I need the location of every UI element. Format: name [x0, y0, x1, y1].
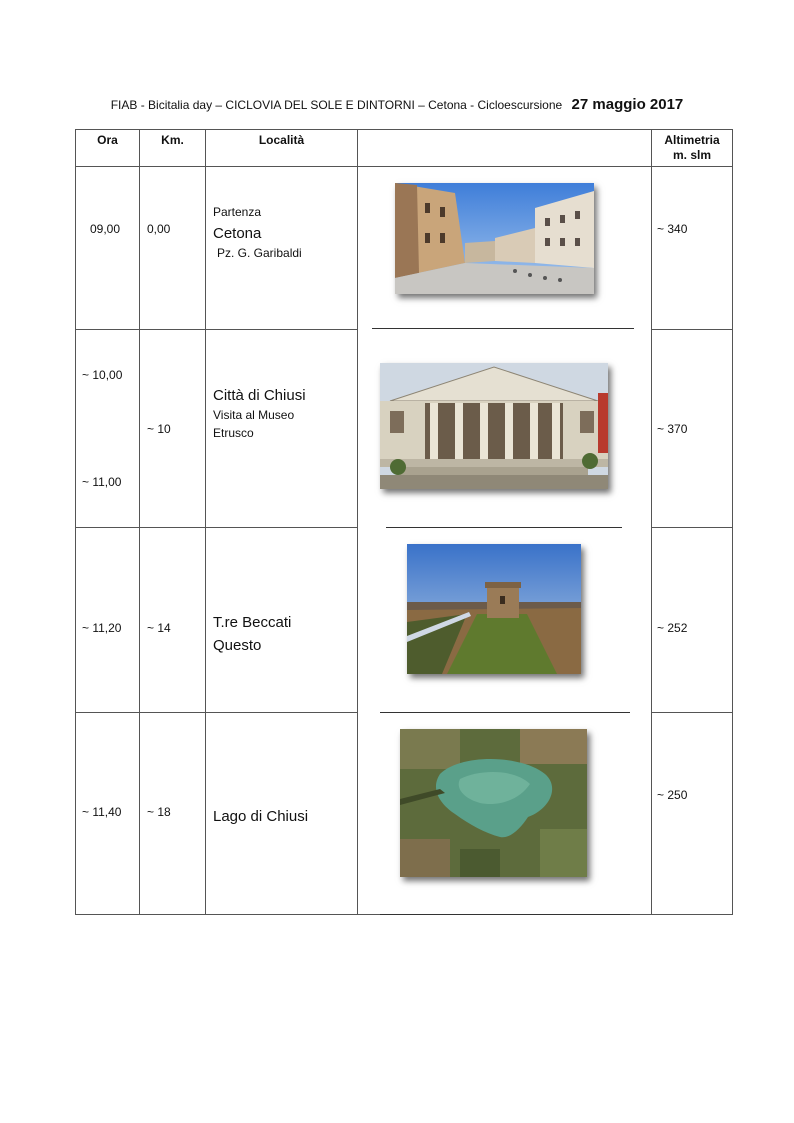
row3-alt: ~ 252	[657, 621, 688, 635]
row-divider	[75, 712, 358, 713]
image-separator	[380, 712, 630, 713]
title-text: FIAB - Bicitalia day – CICLOVIA DEL SOLE E DINTORNI – Cetona - Cicloescursione	[110, 98, 563, 112]
photo-cetona-piazza	[395, 183, 594, 294]
row2-sub2: Etrusco	[213, 426, 254, 440]
row2-place: Città di Chiusi	[213, 387, 306, 404]
image-separator	[372, 328, 634, 329]
row-divider	[651, 329, 733, 330]
column-divider	[75, 129, 76, 915]
row2-ora-start: ~ 10,00	[82, 368, 123, 382]
image-separator	[380, 914, 630, 915]
column-divider	[205, 129, 206, 915]
row4-ora: ~ 11,40	[82, 805, 122, 819]
column-divider	[139, 129, 140, 915]
row1-ora: 09,00	[90, 222, 121, 236]
row2-ora-end: ~ 11,00	[82, 475, 122, 489]
header-divider	[75, 166, 733, 167]
row2-sub1: Visita al Museo	[213, 408, 295, 422]
row-divider	[651, 527, 733, 528]
row4-alt: ~ 250	[657, 788, 688, 802]
row2-alt: ~ 370	[657, 422, 688, 436]
column-divider	[357, 129, 358, 915]
column-divider	[651, 129, 652, 915]
title-date: 27 maggio 2017	[571, 96, 684, 113]
row1-pre: Partenza	[213, 205, 262, 219]
row3-place-line1: T.re Beccati	[213, 614, 292, 631]
image-separator	[386, 527, 622, 528]
header-km: Km.	[161, 133, 184, 147]
row4-km: ~ 18	[147, 805, 171, 819]
header-altimetria-line1: Altimetria	[664, 133, 720, 147]
row-divider	[75, 527, 358, 528]
row2-km: ~ 10	[147, 422, 171, 436]
row1-km: 0,00	[147, 222, 171, 236]
photo-museo-etrusco	[380, 363, 608, 489]
header-ora: Ora	[97, 133, 118, 147]
row1-alt: ~ 340	[657, 222, 688, 236]
table-border-right	[732, 129, 733, 915]
row3-ora: ~ 11,20	[82, 621, 122, 635]
row3-place-line2: Questo	[213, 637, 262, 654]
row4-place: Lago di Chiusi	[213, 808, 309, 825]
header-altimetria	[652, 133, 732, 163]
header-localita: Località	[258, 133, 305, 147]
photo-lago-chiusi-aerial	[400, 729, 587, 877]
table-border-top	[75, 129, 733, 130]
row-divider	[75, 329, 358, 330]
row-divider	[651, 712, 733, 713]
row1-sub: Pz. G. Garibaldi	[217, 246, 302, 260]
header-altimetria-line2: m. slm	[672, 148, 711, 162]
row3-km: ~ 14	[147, 621, 171, 635]
photo-torre-beccati	[407, 544, 581, 674]
row1-place: Cetona	[213, 225, 262, 242]
